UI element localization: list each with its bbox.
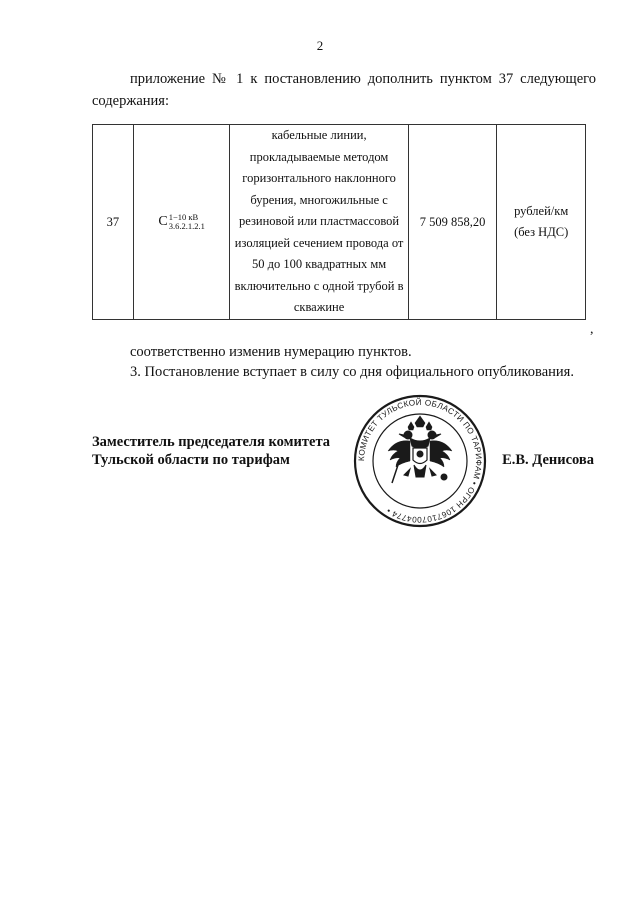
- unit-label: рублей/км: [514, 204, 569, 218]
- paragraph-effective-date: 3. Постановление вступает в силу со дня официального опубликования.: [130, 364, 574, 380]
- official-seal-stamp: [352, 393, 488, 529]
- paragraph-renumbering: соответственно изменив нумерацию пунктов.: [130, 344, 412, 360]
- rate-code-base: C: [158, 214, 168, 229]
- rate-code-subscript: 3.6.2.1.2.1: [168, 221, 205, 231]
- seal-ring-text: КОМИТЕТ ТУЛЬСКОЙ ОБЛАСТИ ПО ТАРИФАМ • ОГРН 1067107004774 •: [356, 397, 484, 525]
- row-unit: [497, 125, 586, 320]
- row-number: 37: [93, 125, 134, 320]
- rate-code: [133, 125, 230, 320]
- row-description: кабельные линии, прокладываемые методом горизонтального наклонного бурения, многожильные с резиновой или пластмассовой изоляцией сечением провода от 50 до 100 квадратных мм включительно с одной трубой в скважине: [230, 125, 408, 320]
- rate-code-superscript: 1−10 кВ: [168, 212, 199, 222]
- signatory-name: Е.В. Денисова: [502, 452, 594, 468]
- page-number: 2: [316, 38, 324, 53]
- signatory-title-line2: Тульской области по тарифам: [92, 452, 290, 468]
- signatory-title-line1: Заместитель председателя комитета: [92, 434, 330, 450]
- rate-code-formula: [158, 213, 204, 231]
- unit-note: (без НДС): [514, 225, 569, 239]
- intro-paragraph: приложение № 1 к постановлению дополнить пунктом 37 следующего содержания:: [92, 71, 596, 109]
- row-value: 7 509 858,20: [408, 125, 497, 320]
- trailing-comma: ,: [590, 322, 594, 337]
- table-row: [93, 125, 586, 320]
- double-headed-eagle-emblem: [388, 416, 452, 483]
- signatory-title: [92, 433, 330, 469]
- tariff-table: [92, 124, 586, 320]
